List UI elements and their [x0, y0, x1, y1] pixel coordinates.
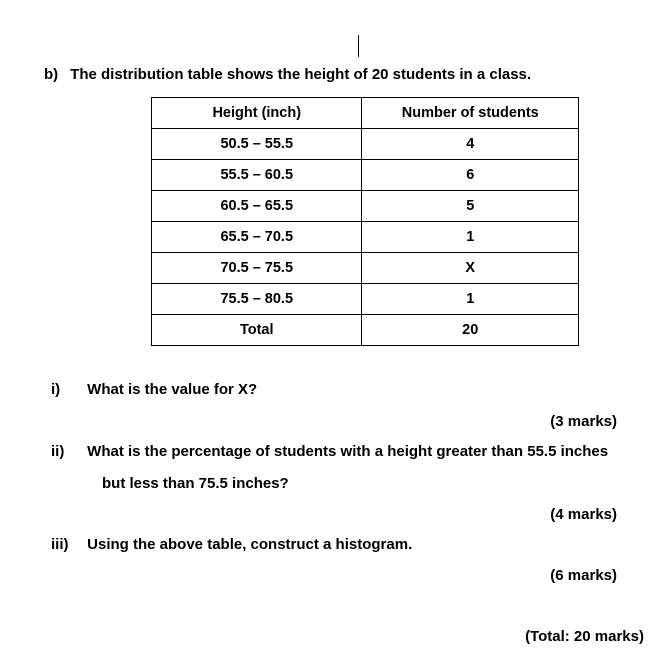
table-row	[152, 253, 579, 284]
question-label: b)	[44, 66, 59, 83]
table-row	[152, 222, 579, 253]
height-cell: 55.5 – 60.5	[152, 160, 362, 191]
table-row	[152, 191, 579, 222]
question-i-marks: (3 marks)	[550, 413, 617, 430]
question-i-number: i)	[51, 381, 61, 398]
count-cell: 5	[362, 191, 579, 222]
table-row	[152, 129, 579, 160]
question-iii-marks: (6 marks)	[550, 567, 617, 584]
question-heading	[44, 66, 531, 83]
table-row	[152, 284, 579, 315]
total-value-cell: 20	[362, 315, 579, 346]
question-iii	[51, 536, 412, 553]
question-ii-number: ii)	[51, 443, 65, 460]
question-ii-continuation: but less than 75.5 inches?	[102, 475, 289, 492]
header-height: Height (inch)	[152, 98, 362, 129]
height-cell: 60.5 – 65.5	[152, 191, 362, 222]
count-cell: 6	[362, 160, 579, 191]
total-label-cell: Total	[152, 315, 362, 346]
height-cell: 75.5 – 80.5	[152, 284, 362, 315]
question-text: The distribution table shows the height of 20 students in a class.	[70, 66, 532, 83]
count-cell: 1	[362, 222, 579, 253]
question-iii-text: Using the above table, construct a histogram.	[87, 536, 413, 553]
question-i	[51, 381, 257, 398]
question-iii-number: iii)	[51, 536, 69, 553]
distribution-table	[151, 97, 579, 346]
count-cell: 4	[362, 129, 579, 160]
question-i-text: What is the value for X?	[87, 381, 258, 398]
count-cell: 1	[362, 284, 579, 315]
height-cell: 50.5 – 55.5	[152, 129, 362, 160]
table-total-row	[152, 315, 579, 346]
count-cell: X	[362, 253, 579, 284]
question-ii	[51, 443, 608, 460]
question-ii-text: What is the percentage of students with a height greater than 55.5 inches	[87, 443, 609, 460]
table-header-row	[152, 98, 579, 129]
total-marks: (Total: 20 marks)	[525, 628, 644, 645]
question-ii-marks: (4 marks)	[550, 506, 617, 523]
text-cursor	[358, 35, 359, 57]
table-row	[152, 160, 579, 191]
height-cell: 65.5 – 70.5	[152, 222, 362, 253]
height-cell: 70.5 – 75.5	[152, 253, 362, 284]
header-students: Number of students	[362, 98, 579, 129]
